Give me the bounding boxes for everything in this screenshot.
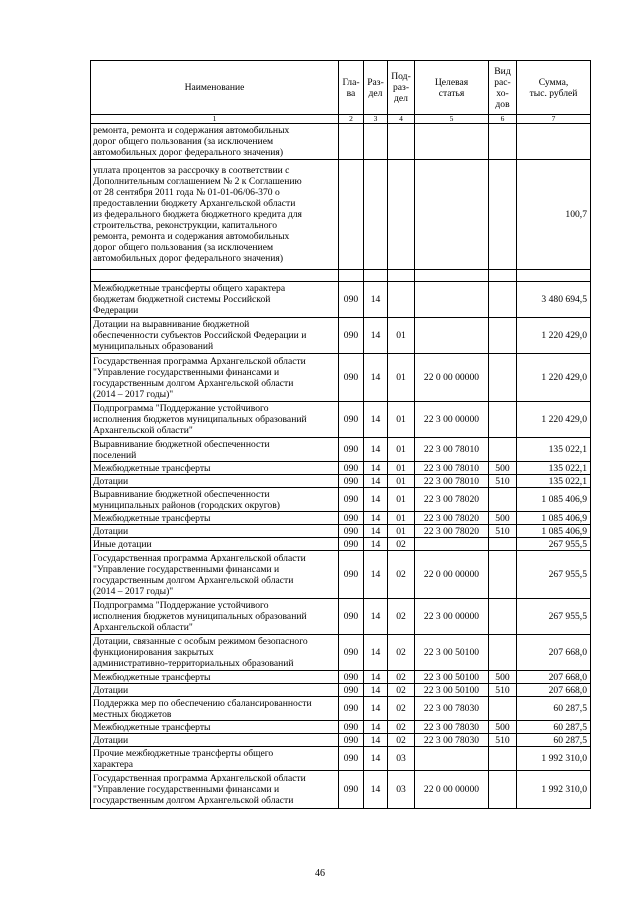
column-number: 3 xyxy=(364,115,388,124)
table-row xyxy=(91,354,591,402)
row-expense-type xyxy=(489,438,517,462)
row-razdel: 14 xyxy=(364,721,388,734)
row-name: Дотации xyxy=(91,525,339,538)
column-number: 6 xyxy=(489,115,517,124)
row-expense-type xyxy=(489,124,517,160)
row-glava: 090 xyxy=(339,697,364,721)
table-row xyxy=(91,747,591,771)
table-row xyxy=(91,734,591,747)
row-target-article: 22 3 00 50100 xyxy=(415,635,489,671)
row-glava xyxy=(339,160,364,270)
row-razdel: 14 xyxy=(364,671,388,684)
row-razdel: 14 xyxy=(364,771,388,809)
row-sum: 3 480 694,5 xyxy=(517,282,591,318)
row-podrazdel xyxy=(388,124,415,160)
row-podrazdel: 02 xyxy=(388,538,415,551)
row-expense-type xyxy=(489,747,517,771)
row-name: ремонта, ремонта и содержания автомобильных дорог общего пользования (за исключением автомобильных дорог федерального значения) xyxy=(91,124,339,160)
row-razdel: 14 xyxy=(364,402,388,438)
row-razdel: 14 xyxy=(364,282,388,318)
column-number: 4 xyxy=(388,115,415,124)
row-razdel xyxy=(364,160,388,270)
row-podrazdel: 02 xyxy=(388,635,415,671)
row-sum: 1 220 429,0 xyxy=(517,354,591,402)
row-glava: 090 xyxy=(339,734,364,747)
row-expense-type: 510 xyxy=(489,475,517,488)
row-name: Государственная программа Архангельской области "Управление государственными финансами и государственным долгом Архангельской области (2014 – 2017 годы)" xyxy=(91,354,339,402)
row-name: Межбюджетные трансферты xyxy=(91,462,339,475)
row-razdel: 14 xyxy=(364,635,388,671)
row-expense-type: 510 xyxy=(489,525,517,538)
table-row xyxy=(91,697,591,721)
row-glava: 090 xyxy=(339,512,364,525)
row-name: Межбюджетные трансферты общего характера бюджетам бюджетной системы Российской Федерации xyxy=(91,282,339,318)
row-target-article xyxy=(415,160,489,270)
row-target-article: 22 3 00 50100 xyxy=(415,684,489,697)
separator-cell xyxy=(388,270,415,282)
row-glava: 090 xyxy=(339,599,364,635)
row-expense-type xyxy=(489,318,517,354)
table-row xyxy=(91,635,591,671)
row-podrazdel: 03 xyxy=(388,747,415,771)
row-target-article xyxy=(415,282,489,318)
row-name: Дотации xyxy=(91,684,339,697)
row-sum: 60 287,5 xyxy=(517,697,591,721)
table-row xyxy=(91,684,591,697)
column-number: 5 xyxy=(415,115,489,124)
row-target-article: 22 3 00 78030 xyxy=(415,734,489,747)
row-sum: 1 085 406,9 xyxy=(517,525,591,538)
row-glava: 090 xyxy=(339,635,364,671)
row-target-article: 22 3 00 00000 xyxy=(415,402,489,438)
table-row xyxy=(91,525,591,538)
row-expense-type: 500 xyxy=(489,721,517,734)
row-expense-type xyxy=(489,599,517,635)
row-razdel: 14 xyxy=(364,512,388,525)
row-podrazdel: 02 xyxy=(388,551,415,599)
row-podrazdel: 01 xyxy=(388,525,415,538)
table-row xyxy=(91,671,591,684)
row-razdel: 14 xyxy=(364,551,388,599)
table-row xyxy=(91,124,591,160)
row-podrazdel: 02 xyxy=(388,599,415,635)
row-glava: 090 xyxy=(339,771,364,809)
row-sum: 1 085 406,9 xyxy=(517,512,591,525)
row-expense-type xyxy=(489,635,517,671)
row-name: Прочие межбюджетные трансферты общего характера xyxy=(91,747,339,771)
row-sum xyxy=(517,124,591,160)
row-sum: 135 022,1 xyxy=(517,475,591,488)
row-name: Дотации xyxy=(91,475,339,488)
row-target-article: 22 0 00 00000 xyxy=(415,551,489,599)
row-name: Иные дотации xyxy=(91,538,339,551)
column-number: 7 xyxy=(517,115,591,124)
separator-cell xyxy=(415,270,489,282)
row-podrazdel: 02 xyxy=(388,671,415,684)
row-expense-type xyxy=(489,538,517,551)
row-sum: 60 287,5 xyxy=(517,721,591,734)
table-row xyxy=(91,721,591,734)
row-glava: 090 xyxy=(339,747,364,771)
row-razdel: 14 xyxy=(364,475,388,488)
page-number: 46 xyxy=(315,868,325,879)
table-header-row xyxy=(91,61,591,115)
row-name: уплата процентов за рассрочку в соответствии с Дополнительным соглашением № 2 к Соглашению от 28 сентября 2011 года № 01-01-06/06-370 о предоставлении бюджету Архангельской области из федерального бюджета бюджетного кредита для строительства, реконструкции, капитального ремонта, ремонта и содержания автомобильных дорог общего пользования (за исключением автомобильных дорог федерального значения) xyxy=(91,160,339,270)
separator-cell xyxy=(517,270,591,282)
row-expense-type xyxy=(489,354,517,402)
row-name: Государственная программа Архангельской области "Управление государственными финансами и государственным долгом Архангельской области xyxy=(91,771,339,809)
row-expense-type xyxy=(489,771,517,809)
header-sum: Сумма, тыс. рублей xyxy=(517,61,591,115)
row-razdel: 14 xyxy=(364,354,388,402)
header-vid: Вид рас- хо- дов xyxy=(489,61,517,115)
row-podrazdel: 01 xyxy=(388,438,415,462)
row-name: Подпрограмма "Поддержание устойчивого исполнения бюджетов муниципальных образований Архангельской области" xyxy=(91,599,339,635)
row-name: Дотации на выравнивание бюджетной обеспеченности субъектов Российской Федерации и муниципальных образований xyxy=(91,318,339,354)
row-glava: 090 xyxy=(339,462,364,475)
row-name: Выравнивание бюджетной обеспеченности поселений xyxy=(91,438,339,462)
row-podrazdel xyxy=(388,160,415,270)
row-expense-type xyxy=(489,402,517,438)
row-podrazdel: 02 xyxy=(388,721,415,734)
row-podrazdel: 03 xyxy=(388,771,415,809)
row-sum: 267 955,5 xyxy=(517,551,591,599)
row-glava: 090 xyxy=(339,318,364,354)
row-glava: 090 xyxy=(339,538,364,551)
row-glava: 090 xyxy=(339,721,364,734)
row-sum: 267 955,5 xyxy=(517,538,591,551)
table-row xyxy=(91,402,591,438)
row-sum: 207 668,0 xyxy=(517,635,591,671)
row-expense-type: 510 xyxy=(489,684,517,697)
row-glava: 090 xyxy=(339,488,364,512)
row-glava: 090 xyxy=(339,671,364,684)
row-podrazdel: 01 xyxy=(388,462,415,475)
table-row xyxy=(91,771,591,809)
row-razdel xyxy=(364,124,388,160)
row-name: Межбюджетные трансферты xyxy=(91,512,339,525)
row-target-article: 22 0 00 00000 xyxy=(415,354,489,402)
row-expense-type xyxy=(489,697,517,721)
row-target-article: 22 3 00 78020 xyxy=(415,512,489,525)
table-row xyxy=(91,488,591,512)
row-sum: 1 085 406,9 xyxy=(517,488,591,512)
table-separator-row xyxy=(91,270,591,282)
row-name: Подпрограмма "Поддержание устойчивого исполнения бюджетов муниципальных образований Архангельской области" xyxy=(91,402,339,438)
row-name: Межбюджетные трансферты xyxy=(91,671,339,684)
row-glava: 090 xyxy=(339,475,364,488)
table-row xyxy=(91,512,591,525)
row-expense-type: 500 xyxy=(489,671,517,684)
table-row xyxy=(91,438,591,462)
row-podrazdel: 02 xyxy=(388,697,415,721)
row-sum: 207 668,0 xyxy=(517,684,591,697)
budget-table xyxy=(90,60,591,809)
row-name: Дотации, связанные с особым режимом безопасного функционирования закрытых административно-территориальных образований xyxy=(91,635,339,671)
row-podrazdel: 01 xyxy=(388,488,415,512)
row-razdel: 14 xyxy=(364,697,388,721)
row-sum: 100,7 xyxy=(517,160,591,270)
row-target-article: 22 3 00 78030 xyxy=(415,721,489,734)
row-sum: 135 022,1 xyxy=(517,438,591,462)
row-glava xyxy=(339,124,364,160)
row-glava: 090 xyxy=(339,525,364,538)
row-expense-type xyxy=(489,488,517,512)
row-glava: 090 xyxy=(339,438,364,462)
row-sum: 1 992 310,0 xyxy=(517,747,591,771)
row-expense-type: 500 xyxy=(489,512,517,525)
header-target: Целевая статья xyxy=(415,61,489,115)
row-sum: 60 287,5 xyxy=(517,734,591,747)
row-glava: 090 xyxy=(339,402,364,438)
row-razdel: 14 xyxy=(364,747,388,771)
row-target-article: 22 3 00 78010 xyxy=(415,462,489,475)
row-podrazdel: 01 xyxy=(388,318,415,354)
row-podrazdel: 02 xyxy=(388,734,415,747)
table-row xyxy=(91,475,591,488)
row-name: Межбюджетные трансферты xyxy=(91,721,339,734)
separator-cell xyxy=(339,270,364,282)
row-target-article: 22 3 00 00000 xyxy=(415,599,489,635)
row-expense-type xyxy=(489,282,517,318)
row-expense-type xyxy=(489,160,517,270)
row-name: Выравнивание бюджетной обеспеченности муниципальных районов (городских округов) xyxy=(91,488,339,512)
row-podrazdel: 01 xyxy=(388,354,415,402)
row-target-article xyxy=(415,318,489,354)
row-expense-type xyxy=(489,551,517,599)
header-razdel: Раз- дел xyxy=(364,61,388,115)
row-podrazdel: 01 xyxy=(388,475,415,488)
row-target-article: 22 3 00 78020 xyxy=(415,525,489,538)
row-name: Поддержка мер по обеспечению сбалансированности местных бюджетов xyxy=(91,697,339,721)
row-sum: 267 955,5 xyxy=(517,599,591,635)
column-number-row xyxy=(91,115,591,124)
row-sum: 135 022,1 xyxy=(517,462,591,475)
column-number: 1 xyxy=(91,115,339,124)
row-target-article xyxy=(415,747,489,771)
row-target-article: 22 3 00 78030 xyxy=(415,697,489,721)
row-name: Государственная программа Архангельской области "Управление государственными финансами и государственным долгом Архангельской области (2014 – 2017 годы)" xyxy=(91,551,339,599)
row-target-article xyxy=(415,124,489,160)
row-glava: 090 xyxy=(339,282,364,318)
row-razdel: 14 xyxy=(364,599,388,635)
separator-cell xyxy=(489,270,517,282)
separator-cell xyxy=(364,270,388,282)
row-name: Дотации xyxy=(91,734,339,747)
row-target-article: 22 3 00 78010 xyxy=(415,475,489,488)
table-row xyxy=(91,160,591,270)
row-razdel: 14 xyxy=(364,538,388,551)
row-target-article: 22 0 00 00000 xyxy=(415,771,489,809)
row-glava: 090 xyxy=(339,354,364,402)
row-sum: 1 220 429,0 xyxy=(517,318,591,354)
column-number: 2 xyxy=(339,115,364,124)
table-row xyxy=(91,318,591,354)
row-target-article xyxy=(415,538,489,551)
row-sum: 1 992 310,0 xyxy=(517,771,591,809)
separator-cell xyxy=(91,270,339,282)
table-row xyxy=(91,282,591,318)
header-glava: Гла- ва xyxy=(339,61,364,115)
row-razdel: 14 xyxy=(364,525,388,538)
row-razdel: 14 xyxy=(364,734,388,747)
table-row xyxy=(91,599,591,635)
table-row xyxy=(91,551,591,599)
row-razdel: 14 xyxy=(364,318,388,354)
row-sum: 1 220 429,0 xyxy=(517,402,591,438)
header-podrazdel: Под- раз- дел xyxy=(388,61,415,115)
table-row xyxy=(91,538,591,551)
row-razdel: 14 xyxy=(364,438,388,462)
row-glava: 090 xyxy=(339,684,364,697)
header-name: Наименование xyxy=(91,61,339,115)
row-razdel: 14 xyxy=(364,684,388,697)
row-target-article: 22 3 00 78020 xyxy=(415,488,489,512)
row-target-article: 22 3 00 78010 xyxy=(415,438,489,462)
row-podrazdel: 01 xyxy=(388,402,415,438)
row-expense-type: 510 xyxy=(489,734,517,747)
row-razdel: 14 xyxy=(364,488,388,512)
row-podrazdel: 01 xyxy=(388,512,415,525)
row-expense-type: 500 xyxy=(489,462,517,475)
row-sum: 207 668,0 xyxy=(517,671,591,684)
table-row xyxy=(91,462,591,475)
row-razdel: 14 xyxy=(364,462,388,475)
row-podrazdel: 02 xyxy=(388,684,415,697)
row-glava: 090 xyxy=(339,551,364,599)
row-target-article: 22 3 00 50100 xyxy=(415,671,489,684)
row-podrazdel xyxy=(388,282,415,318)
